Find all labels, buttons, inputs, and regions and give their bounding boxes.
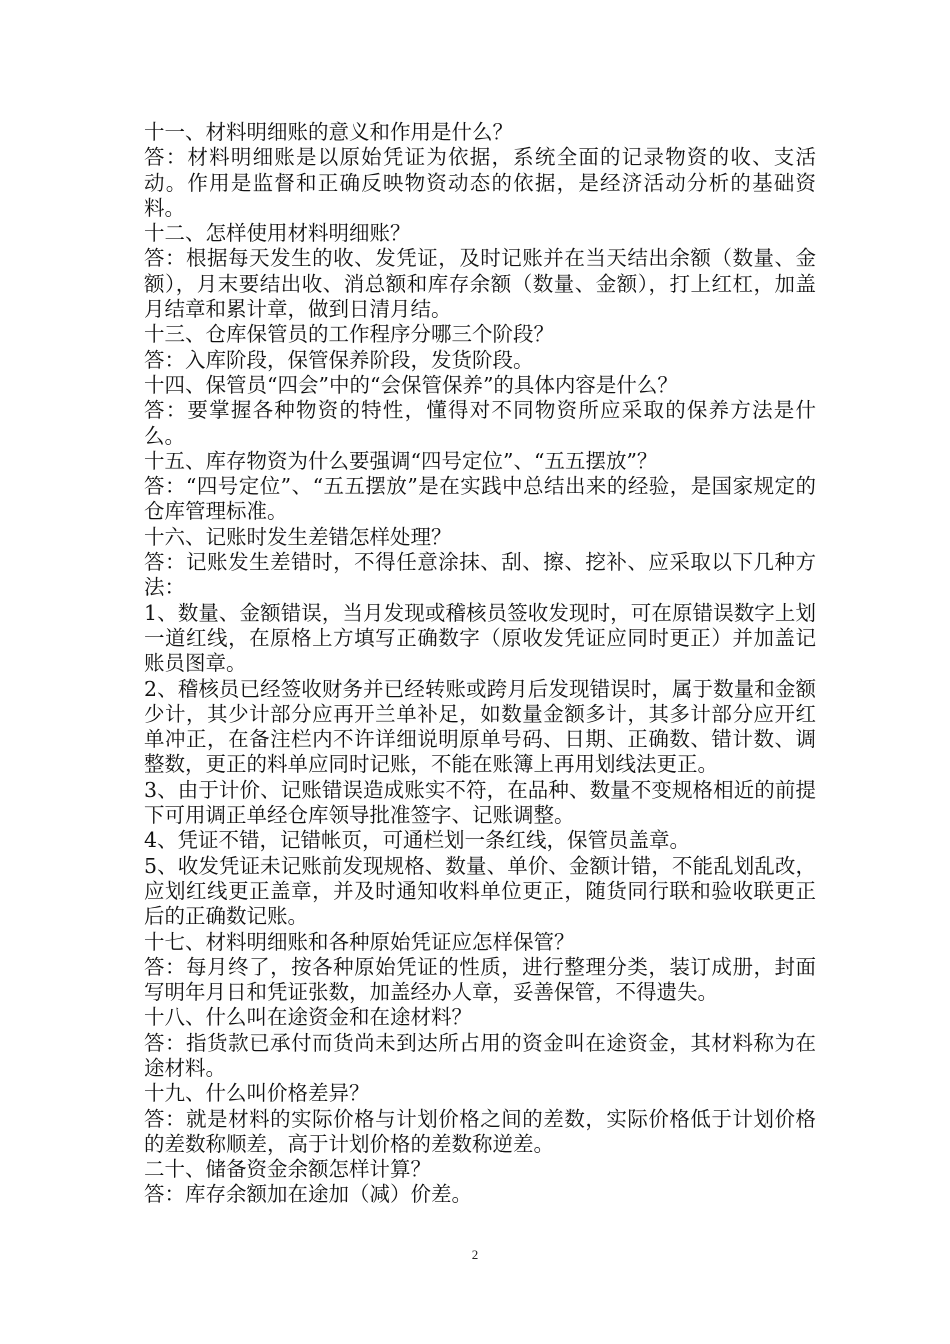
answer-14: 答：要掌握各种物资的特性，懂得对不同物资所应采取的保养方法是什么。 — [144, 398, 816, 448]
answer-16-item-2: 2、稽核员已经签收财务并已经转账或跨月后发现错误时，属于数量和金额少计，其少计部分应再开兰单补足，如数量金额多计，其多计部分应开红单冲正，在备注栏内不许详细说明原单号码、日期、正确数、错计数、调整数，更正的料单应同时记账，不能在账簿上再用划线法更正。 — [144, 676, 816, 777]
answer-13: 答：入库阶段，保管保养阶段，发货阶段。 — [144, 347, 534, 372]
answer-15: 答：“四号定位”、“五五摆放”是在实践中总结出来的经验，是国家规定的仓库管理标准。 — [144, 474, 816, 524]
answer-16: 答：记账发生差错时，不得任意涂抹、刮、擦、挖补、应采取以下几种方法： — [144, 550, 816, 600]
document-body — [144, 120, 816, 1208]
answer-12: 答：根据每天发生的收、发凭证，及时记账并在当天结出余额（数量、金额），月末要结出收、消总额和库存余额（数量、金额），打上红杠，加盖月结章和累计章，做到日清月结。 — [144, 246, 816, 322]
answer-16-item-5: 5、收发凭证未记账前发现规格、数量、单价、金额计错，不能乱划乱改，应划红线更正盖章，并及时通知收料单位更正，随货同行联和验收联更正后的正确数记账。 — [144, 853, 816, 929]
question-15: 十五、库存物资为什么要强调“四号定位”、“五五摆放”？ — [144, 448, 658, 473]
question-16: 十六、记账时发生差错怎样处理？ — [144, 524, 452, 549]
answer-16-item-1: 1、数量、金额错误，当月发现或稽核员签收发现时，可在原错误数字上划一道红线，在原格上方填写正确数字（原收发凭证应同时更正）并加盖记账员图章。 — [144, 600, 816, 676]
question-19: 十九、什么叫价格差异？ — [144, 1081, 370, 1106]
answer-11: 答：材料明细账是以原始凭证为依据，系统全面的记录物资的收、支活动。作用是监督和正确反映物资动态的依据，是经济活动分析的基础资料。 — [144, 145, 816, 220]
answer-19: 答：就是材料的实际价格与计划价格之间的差数，实际价格低于计划价格的差数称顺差，高于计划价格的差数称逆差。 — [144, 1106, 816, 1156]
question-20: 二十、储备资金余额怎样计算？ — [144, 1157, 431, 1182]
question-13: 十三、仓库保管员的工作程序分哪三个阶段？ — [144, 322, 554, 347]
answer-17: 答：每月终了，按各种原始凭证的性质，进行整理分类，装订成册，封面写明年月日和凭证张数，加盖经办人章，妥善保管，不得遗失。 — [144, 954, 816, 1005]
page-number: 2 — [471, 1247, 479, 1262]
answer-16-item-3: 3、由于计价、记账错误造成账实不符，在品种、数量不变规格相近的前提下可用调正单经仓库领导批准签字、记账调整。 — [144, 777, 816, 828]
question-12: 十二、怎样使用材料明细账？ — [144, 221, 411, 246]
answer-16-item-4: 4、凭证不错，记错帐页，可通栏划一条红线，保管员盖章。 — [144, 828, 691, 853]
question-17: 十七、材料明细账和各种原始凭证应怎样保管？ — [144, 929, 575, 954]
question-11: 十一、材料明细账的意义和作用是什么？ — [144, 120, 513, 144]
answer-18: 答：指货款已承付而货尚未到达所占用的资金叫在途资金，其材料称为在途材料。 — [144, 1030, 816, 1080]
answer-20: 答：库存余额加在途加（减）价差。 — [144, 1182, 472, 1207]
question-18: 十八、什么叫在途资金和在途材料？ — [144, 1005, 472, 1030]
question-14: 十四、保管员“四会”中的“会保管保养”的具体内容是什么？ — [144, 372, 678, 397]
